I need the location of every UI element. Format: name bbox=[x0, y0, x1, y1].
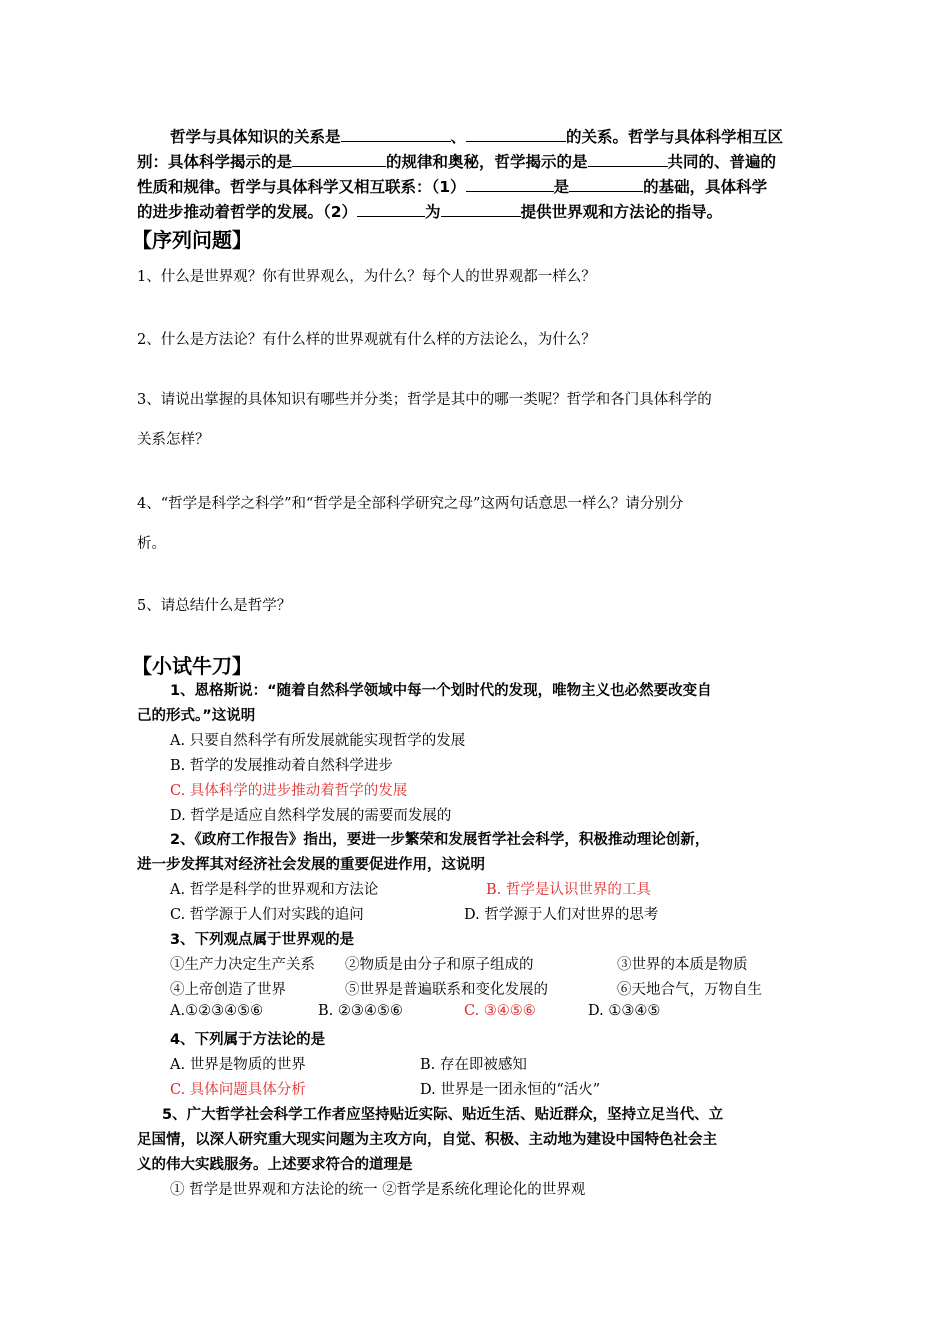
fill-blank[interactable] bbox=[466, 126, 566, 142]
exercise-3-option-b: B. ②③④⑤⑥ bbox=[318, 1003, 403, 1019]
question-1: 1、什么是世界观？你有世界观么，为什么？每个人的世界观都一样么？ bbox=[137, 269, 596, 285]
intro-text: 是 bbox=[553, 178, 570, 196]
exercise-3-option-c-answer: C. ③④⑤⑥ bbox=[464, 1003, 536, 1019]
exercise-2-option-c: C. 哲学源于人们对实践的追问 bbox=[170, 907, 364, 923]
intro-text: 为 bbox=[425, 203, 441, 221]
exercise-3-option-a: A.①②③④⑤⑥ bbox=[170, 1003, 264, 1019]
question-5: 5、请总结什么是哲学？ bbox=[137, 598, 292, 614]
question-2: 2、什么是方法论？有什么样的世界观就有什么样的方法论么，为什么？ bbox=[137, 332, 596, 348]
intro-line-3 bbox=[137, 175, 767, 200]
exercise-3-statement-4: ④上帝创造了世界 bbox=[170, 982, 286, 998]
fill-blank[interactable] bbox=[341, 126, 451, 142]
exercise-1-option-b: B. 哲学的发展推动着自然科学进步 bbox=[170, 758, 393, 774]
section-heading-sequence: 【序列问题】 bbox=[132, 228, 252, 252]
exercise-5-stem: 5、广大哲学社会科学工作者应坚持贴近实际、贴近生活、贴近群众，坚持立足当代、立 bbox=[162, 1107, 724, 1123]
exercise-3-statement-2: ②物质是由分子和原子组成的 bbox=[345, 957, 534, 973]
question-4-line-1: 4、“哲学是科学之科学”和“哲学是全部科学研究之母”这两句话意思一样么？请分别分 bbox=[137, 496, 684, 512]
exercise-3-statement-6: ⑥天地合气，万物自生 bbox=[617, 982, 762, 998]
exercise-2-option-a: A. 哲学是科学的世界观和方法论 bbox=[170, 882, 379, 898]
intro-text: 别：具体科学揭示的是 bbox=[137, 153, 293, 171]
exercise-3-option-d: D. ①③④⑤ bbox=[588, 1003, 661, 1019]
exercise-3-statement-1: ①生产力决定生产关系 bbox=[170, 957, 315, 973]
fill-blank[interactable] bbox=[569, 176, 643, 192]
exercise-1-stem-cont: 己的形式。”这说明 bbox=[137, 708, 256, 724]
exercise-5-statements: ① 哲学是世界观和方法论的统一 ②哲学是系统化理论化的世界观 bbox=[170, 1182, 586, 1198]
question-3-line-1: 3、请说出掌握的具体知识有哪些并分类；哲学是其中的哪一类呢？哲学和各门具体科学的 bbox=[137, 392, 712, 408]
intro-text: 的规律和奥秘，哲学揭示的是 bbox=[386, 153, 588, 171]
exercise-4-option-c-answer: C. 具体问题具体分析 bbox=[170, 1082, 306, 1098]
exercise-3-statement-3: ③世界的本质是物质 bbox=[617, 957, 748, 973]
exercise-4-option-d: D. 世界是一团永恒的“活火” bbox=[420, 1082, 601, 1098]
intro-text: 的基础，具体科学 bbox=[643, 178, 768, 196]
exercise-1-stem: 1、恩格斯说：“随着自然科学领域中每一个划时代的发现，唯物主义也必然要改变自 bbox=[170, 683, 712, 699]
exercise-2-option-b-answer: B. 哲学是认识世界的工具 bbox=[486, 882, 651, 898]
intro-line-1 bbox=[170, 125, 783, 150]
fill-blank[interactable] bbox=[357, 201, 425, 217]
intro-line-4 bbox=[137, 200, 722, 225]
exercise-4-option-b: B. 存在即被感知 bbox=[420, 1057, 527, 1073]
intro-text: 、 bbox=[450, 128, 467, 146]
exercise-4-option-a: A. 世界是物质的世界 bbox=[170, 1057, 306, 1073]
fill-blank[interactable] bbox=[466, 176, 554, 192]
exercise-2-stem-cont: 进一步发挥其对经济社会发展的重要促进作用，这说明 bbox=[137, 857, 485, 873]
exercise-2-stem: 2、《政府工作报告》指出，要进一步繁荣和发展哲学社会科学，积极推动理论创新， bbox=[170, 832, 710, 848]
exercise-1-option-c-answer: C. 具体科学的进步推动着哲学的发展 bbox=[170, 783, 408, 799]
intro-text: 性质和规律。哲学与具体科学又相互联系：（1） bbox=[137, 178, 466, 196]
intro-text: 的关系。哲学与具体科学相互区 bbox=[566, 128, 784, 146]
intro-text: 的进步推动着哲学的发展。（2） bbox=[137, 203, 358, 221]
fill-blank[interactable] bbox=[441, 201, 521, 217]
exercise-1-option-a: A. 只要自然科学有所发展就能实现哲学的发展 bbox=[170, 733, 466, 749]
question-3-line-2: 关系怎样？ bbox=[137, 432, 210, 448]
question-4-line-2: 析。 bbox=[137, 536, 166, 552]
exercise-2-option-d: D. 哲学源于人们对世界的思考 bbox=[464, 907, 659, 923]
exercise-4-stem: 4、下列属于方法论的是 bbox=[170, 1032, 326, 1048]
exercise-3-stem: 3、下列观点属于世界观的是 bbox=[170, 932, 355, 948]
intro-text: 哲学与具体知识的关系是 bbox=[170, 128, 341, 146]
exercise-5-stem-cont-2: 义的伟大实践服务。上述要求符合的道理是 bbox=[137, 1157, 413, 1173]
intro-text: 提供世界观和方法论的指导。 bbox=[520, 203, 723, 221]
intro-text: 共同的、普遍的 bbox=[667, 153, 777, 171]
exercise-5-stem-cont-1: 足国情，以深人研究重大现实问题为主攻方向，自觉、积极、主动地为建设中国特色社会主 bbox=[137, 1132, 717, 1148]
fill-blank[interactable] bbox=[292, 151, 386, 167]
intro-line-2 bbox=[137, 150, 776, 175]
section-heading-practice: 【小试牛刀】 bbox=[132, 654, 252, 678]
fill-blank[interactable] bbox=[588, 151, 668, 167]
exercise-3-statement-5: ⑤世界是普遍联系和变化发展的 bbox=[345, 982, 548, 998]
exercise-1-option-d: D. 哲学是适应自然科学发展的需要而发展的 bbox=[170, 808, 452, 824]
